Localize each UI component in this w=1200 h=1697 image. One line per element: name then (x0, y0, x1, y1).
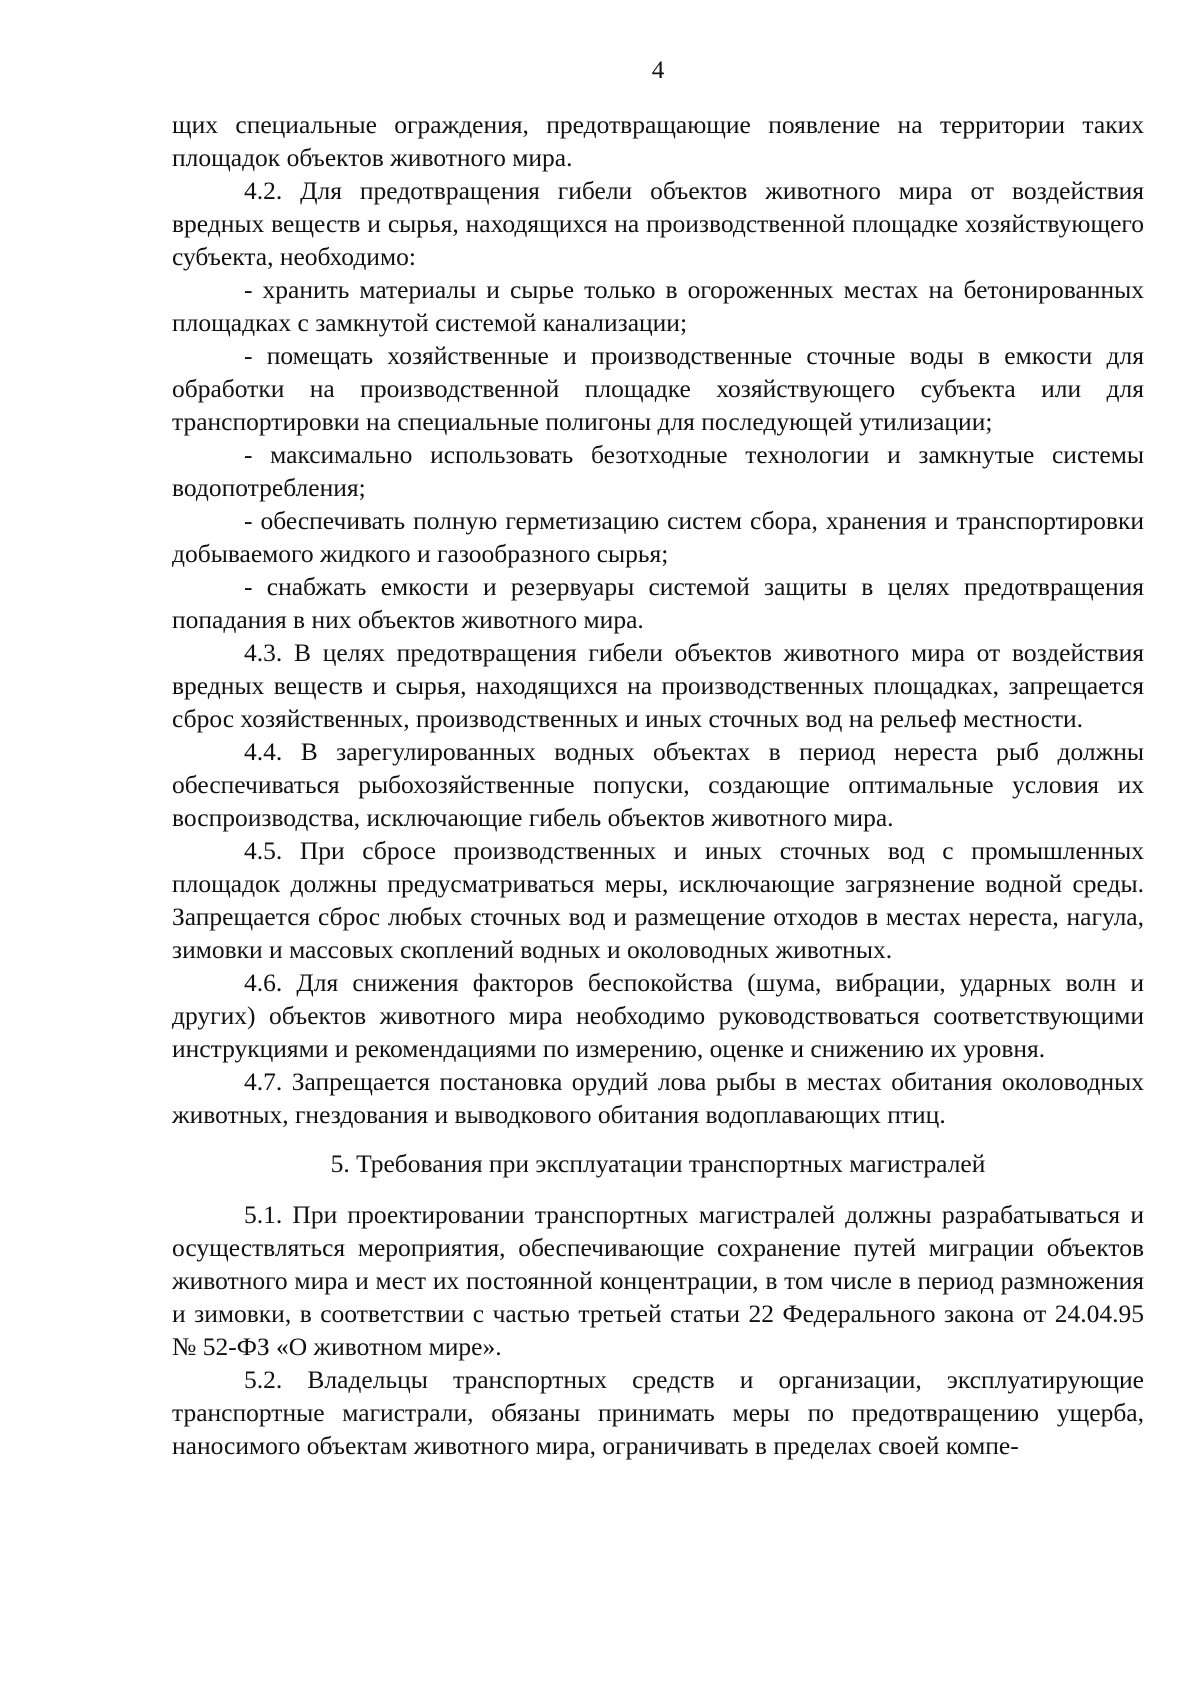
paragraph-5-2: 5.2. Владельцы транспортных средств и организации, эксплуатирующие транспортные магистрали, обязаны принимать меры по предотвращению ущерба, наносимого объектам животного мира, ограничивать в пределах своей компе- (172, 1365, 1144, 1460)
list-item-sealing: - обеспечивать полную герметизацию систем сбора, хранения и транспортировки добываемого жидкого и газообразного сырья; (172, 506, 1144, 568)
list-item-protection: - снабжать емкости и резервуары системой защиты в целях предотвращения попадания в них объектов животного мира. (172, 572, 1144, 634)
paragraph-4-5: 4.5. При сбросе производственных и иных сточных вод с промышленных площадок должны предусматриваться меры, исключающие загрязнение водной среды. Запрещается сброс любых сточных вод и размещение отходов в местах нереста, нагула, зимовки и массовых скоплений водных и околоводных животных. (172, 836, 1144, 964)
page-number: 4 (651, 57, 665, 84)
list-item-wastewater: - помещать хозяйственные и производственные сточные воды в емкости для обработки на производственной площадке хозяйствующего субъекта или для транспортировки на специальные полигоны для последующей утилизации; (172, 341, 1144, 436)
list-item-storage: - хранить материалы и сырье только в огороженных местах на бетонированных площадках с замкнутой системой канализации; (172, 275, 1144, 337)
paragraph-4-7: 4.7. Запрещается постановка орудий лова рыбы в местах обитания околоводных животных, гнездования и выводкового обитания водоплавающих птиц. (172, 1067, 1144, 1129)
document-body (172, 108, 1144, 1462)
paragraph-4-2: 4.2. Для предотвращения гибели объектов животного мира от воздействия вредных веществ и сырья, находящихся на производственной площадке хозяйствующего субъекта, необходимо: (172, 176, 1144, 271)
paragraph-5-1: 5.1. При проектировании транспортных магистралей должны разрабатываться и осуществляться мероприятия, обеспечивающие сохранение путей миграции объектов животного мира и мест их постоянной концентрации, в том числе в период размножения и зимовки, в соответствии с частью третьей статьи 22 Федерального закона от 24.04.95 № 52-ФЗ «О животном мире». (172, 1200, 1144, 1361)
list-item-technologies: - максимально использовать безотходные технологии и замкнутые системы водопотребления; (172, 440, 1144, 502)
paragraph-4-3: 4.3. В целях предотвращения гибели объектов животного мира от воздействия вредных веществ и сырья, находящихся на производственных площадках, запрещается сброс хозяйственных, производственных и иных сточных вод на рельеф местности. (172, 638, 1144, 733)
paragraph-4-6: 4.6. Для снижения факторов беспокойства (шума, вибрации, ударных волн и других) объектов животного мира необходимо руководствоваться соответствующими инструкциями и рекомендациями по измерению, оценке и снижению их уровня. (172, 968, 1144, 1063)
paragraph-4-4: 4.4. В зарегулированных водных объектах в период нереста рыб должны обеспечиваться рыбохозяйственные попуски, создающие оптимальные условия их воспроизводства, исключающие гибель объектов животного мира. (172, 737, 1144, 832)
section-heading: 5. Требования при эксплуатации транспортных магистралей (330, 1149, 986, 1178)
paragraph-continuation: щих специальные ограждения, предотвращающие появление на территории таких площадок объектов животного мира. (172, 110, 1144, 172)
